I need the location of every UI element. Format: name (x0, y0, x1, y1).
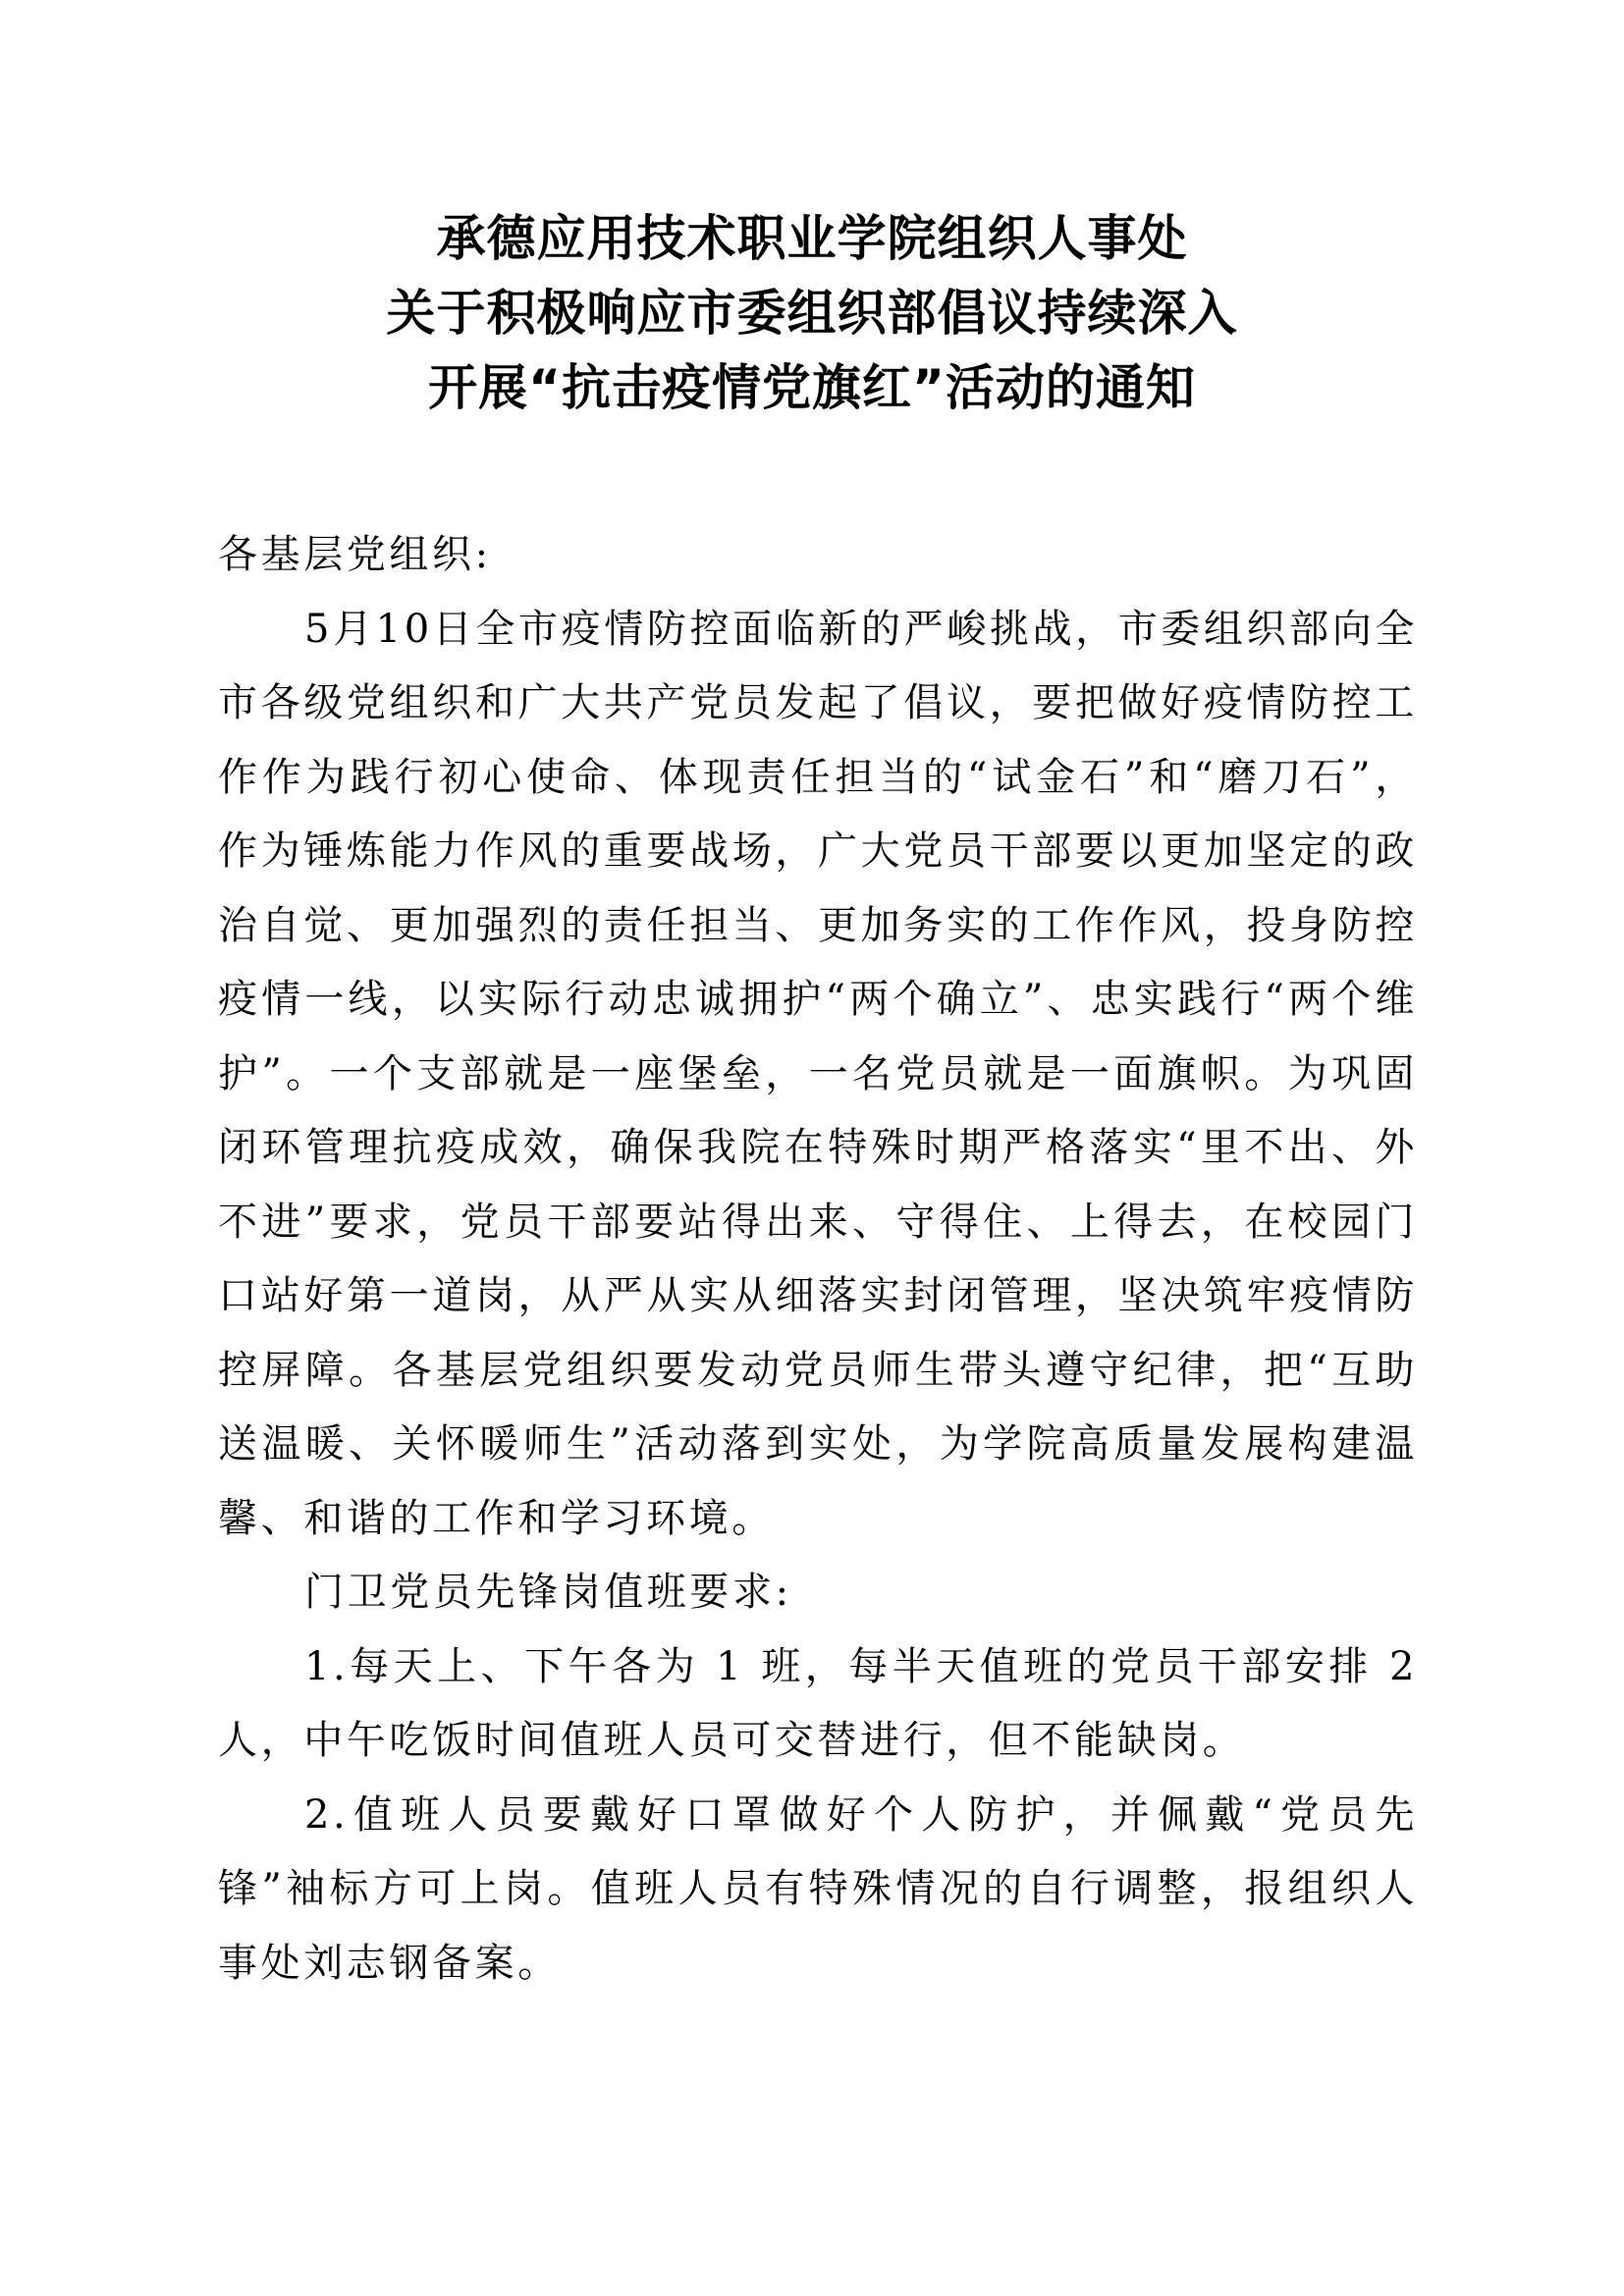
paragraph-duty-heading: 门卫党员先锋岗值班要求: (304, 1570, 792, 1615)
paragraph-main: 5月10日全市疫情防控面临新的严峻挑战，市委组织部向全市各级党组织和广大共产党员发起了倡议，要把做好疫情防控工作作为践行初心使命、体现责任担当的“试金石”和“磨刀石”，作为锤炼能力作风的重要战场，广大党员干部要以更加坚定的政治自觉、更加强烈的责任担当、更加务实的工作作风，投身防控疫情一线，以实际行动忠诚拥护“两个确立”、忠实践行“两个维护”。一个支部就是一座堡垒，一名党员就是一面旗帜。为巩固闭环管理抗疫成效，确保我院在特殊时期严格落实“里不出、外不进”要求，党员干部要站得出来、守得住、上得去，在校园门口站好第一道岗，从严从实从细落实封闭管理，坚决筑牢疫情防控屏障。各基层党组织要发动党员师生带头遵守纪律，把“互助送温暖、关怀暖师生”活动落到实处，为学院高质量发展构建温馨、和谐的工作和学习环境。 (218, 606, 1418, 1541)
paragraph-duty-item-2: 2.值班人员要戴好口罩做好个人防护，并佩戴“党员先锋”袖标方可上岗。值班人员有特殊情况的自行调整，报组织人事处刘志钢备案。 (218, 1791, 1418, 1986)
salutation: 各基层党组织: (218, 532, 492, 577)
title-line-2: 关于积极响应市委组织部倡议持续深入 (386, 285, 1238, 342)
title-line-3: 开展“抗击疫情党旗红”活动的通知 (428, 359, 1196, 416)
title-line-1: 承德应用技术职业学院组织人事处 (436, 210, 1188, 267)
document-body (218, 518, 1418, 2001)
document-title (0, 201, 1624, 425)
paragraph-duty-item-1: 1.每天上、下午各为 1 班，每半天值班的党员干部安排 2 人，中午吃饭时间值班人员可交替进行，但不能缺岗。 (218, 1643, 1418, 1763)
